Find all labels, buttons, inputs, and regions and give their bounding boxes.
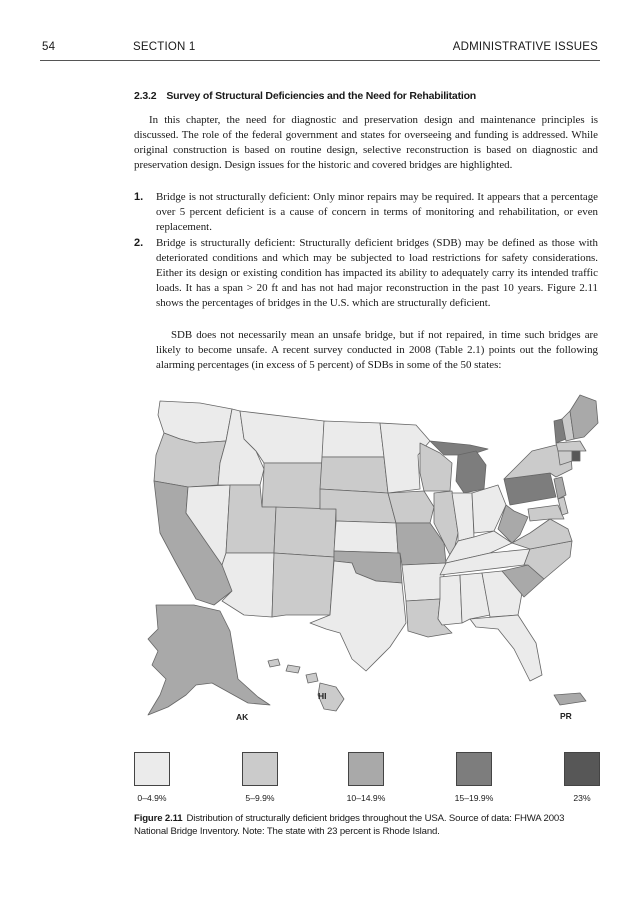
legend-label: 10–14.9% [346, 793, 386, 803]
state-south-dakota [320, 457, 388, 493]
chapter-label: ADMINISTRATIVE ISSUES [452, 41, 598, 53]
label-ak: AK [236, 712, 249, 722]
map-legend [134, 752, 600, 802]
figure-caption [134, 812, 600, 838]
state-iowa [388, 491, 434, 523]
legend-label: 15–19.9% [454, 793, 494, 803]
label-pr: PR [560, 711, 572, 721]
section-label: SECTION 1 [133, 41, 196, 53]
list-marker: 1. [134, 191, 144, 203]
legend-item [564, 752, 600, 803]
sdb-paragraph: SDB does not necessarily mean an unsafe bridge, but if not repaired, in time such bridges are likely to become unsafe. A recent survey conducted in 2008 (Table 2.1) points out the following alarming percentages (in excess of 5 percent) of SDBs in some of the 50 states: [156, 329, 598, 371]
list-item [134, 190, 598, 235]
state-hawaii-1 [268, 659, 280, 667]
legend-swatch [348, 752, 384, 786]
page-number: 54 [42, 41, 56, 53]
state-arkansas [402, 563, 446, 601]
state-maryland [528, 505, 564, 521]
figure-label: Figure 2.11 [134, 813, 183, 824]
state-mississippi [438, 575, 462, 625]
legend-swatch [242, 752, 278, 786]
state-kansas [334, 521, 398, 553]
legend-swatch [134, 752, 170, 786]
running-header [40, 38, 600, 61]
legend-swatch [456, 752, 492, 786]
section-heading [134, 90, 476, 102]
legend-label: 0–4.9% [137, 793, 167, 803]
usa-map-figure [140, 393, 600, 738]
state-michigan [456, 451, 486, 493]
state-hawaii-2 [286, 665, 300, 673]
legend-label: 5–9.9% [245, 793, 275, 803]
intro-paragraph: In this chapter, the need for diagnostic and preservation design and maintenance principles is discussed. The role of the federal government and states for overseeing and funding is addressed. While original construction is based on routine design, selective reconstruction is based on diagnostic and preservation design. Design issues for the historic and covered bridges are highlighted. [134, 114, 598, 171]
list-item-text: Bridge is not structurally deficient: Only minor repairs may be required. It appears that a percentage over 5 percent deficient is a cause of concern in terms of monitoring and rehabilitation, or even replacement. [156, 191, 598, 233]
legend-item [454, 752, 494, 803]
legend-label: 23% [573, 793, 591, 803]
state-alaska [148, 605, 270, 715]
usa-deficiency-map [140, 393, 600, 738]
state-hawaii-3 [306, 673, 318, 683]
state-maine [570, 395, 598, 439]
legend-item [242, 752, 278, 803]
state-new-mexico [272, 553, 334, 617]
figure-caption-text: Distribution of structurally deficient bridges throughout the USA. Source of data: FHWA 2003 National Bridge Inventory. Note: The state with 23 percent is Rhode Island. [134, 813, 565, 837]
state-wyoming [262, 463, 322, 509]
section-title: Survey of Structural Deficiencies and the Need for Rehabilitation [166, 90, 477, 102]
state-colorado [274, 507, 336, 557]
territory-puerto-rico [554, 693, 586, 705]
section-number: 2.3.2 [134, 90, 157, 102]
list-marker: 2. [134, 237, 144, 249]
state-arizona [222, 553, 274, 617]
list-item [134, 236, 598, 311]
label-hi: HI [318, 691, 327, 701]
state-north-dakota [322, 421, 384, 457]
state-massachusetts [556, 441, 586, 451]
state-florida [470, 615, 542, 681]
legend-swatch [564, 752, 600, 786]
legend-item [346, 752, 386, 803]
list-item-text: Bridge is structurally deficient: Structurally deficient bridges (SDB) may be defined as those with deteriorated conditions and which may be subjected to load restrictions for safety considerations. Either its design or existing condition has impacted its ability to adequately carry its intended traffic loads. It has a span > 20 ft and has not had major reconstruction in the past 10 years. Figure 2.11 shows the percentages of bridges in the U.S. which are structurally deficient. [156, 237, 598, 309]
state-rhode-island [572, 451, 580, 461]
legend-item [134, 752, 170, 803]
